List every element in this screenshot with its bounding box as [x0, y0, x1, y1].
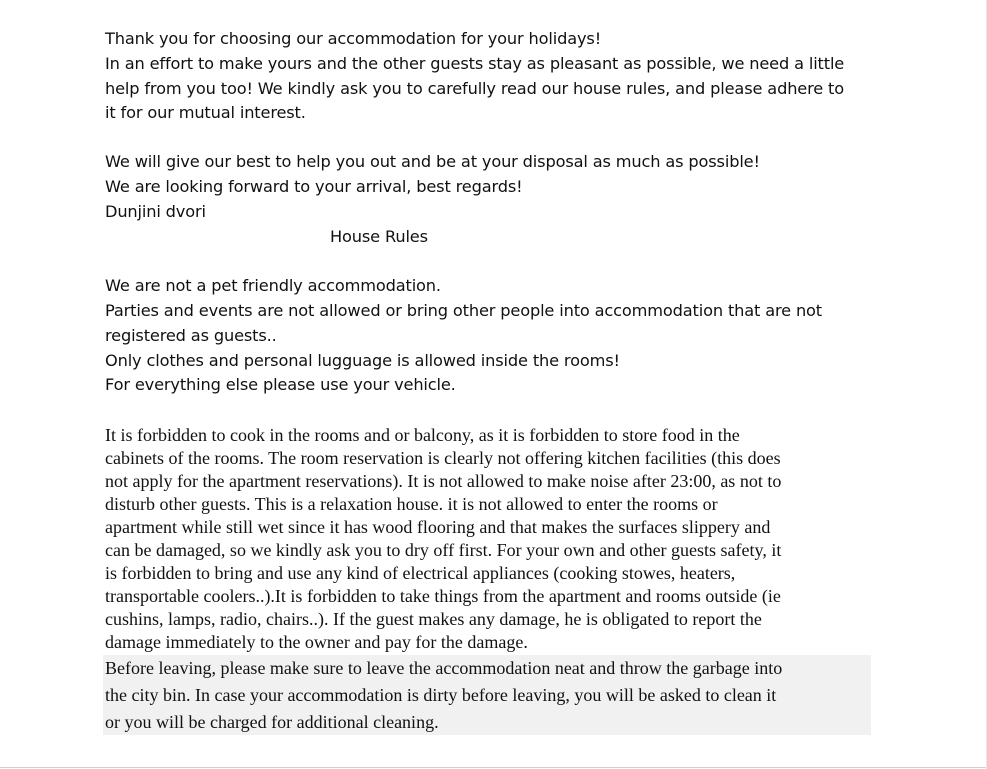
leaving-line-3: or you will be charged for additional cleaning.: [105, 712, 439, 732]
detail-line-3: not apply for the apartment reservations). It is not allowed to make noise after 23:00, as not to: [105, 471, 782, 491]
leaving-line-1: Before leaving, please make sure to leave the accommodation neat and throw the garbage into: [105, 658, 783, 678]
rule-line-1: We are not a pet friendly accommodation.: [105, 276, 441, 295]
detail-line-2: cabinets of the rooms. The room reservation is clearly not offering kitchen facilities (this does: [105, 448, 781, 468]
house-rules-title: House Rules: [330, 227, 428, 246]
detail-line-9: cushins, lamps, radio, chairs..). If the guest makes any damage, he is obligated to report the: [105, 609, 762, 629]
detail-line-10: damage immediately to the owner and pay for the damage.: [105, 632, 528, 652]
leaving-line-2: the city bin. In case your accommodation is dirty before leaving, you will be asked to clean it: [105, 685, 777, 705]
closing-line-2: We are looking forward to your arrival, best regards!: [105, 177, 523, 196]
detail-line-8: transportable coolers..).It is forbidden to take things from the apartment and rooms outside (ie: [105, 586, 781, 606]
rule-line-5: For everything else please use your vehicle.: [105, 375, 456, 394]
rule-line-3: registered as guests..: [105, 326, 277, 345]
detail-line-1: It is forbidden to cook in the rooms and or balcony, as it is forbidden to store food in the: [105, 425, 740, 445]
signature: Dunjini dvori: [105, 202, 206, 221]
closing-line-1: We will give our best to help you out and be at your disposal as much as possible!: [105, 152, 760, 171]
rule-line-4: Only clothes and personal lugguage is allowed inside the rooms!: [105, 351, 620, 370]
intro-line-1: Thank you for choosing our accommodation for your holidays!: [105, 29, 602, 48]
detail-line-5: apartment while still wet since it has wood flooring and that makes the surfaces slippery and: [105, 517, 771, 537]
intro-line-4: it for our mutual interest.: [105, 103, 306, 122]
detail-line-4: disturb other guests. This is a relaxation house. it is not allowed to enter the rooms or: [105, 494, 718, 514]
rule-line-2: Parties and events are not allowed or bring other people into accommodation that are not: [105, 301, 823, 320]
detail-line-6: can be damaged, so we kindly ask you to dry off first. For your own and other guests safety, it: [105, 540, 782, 560]
bottom-divider: [0, 767, 987, 768]
detail-line-7: is forbidden to bring and use any kind of electrical appliances (cooking stowes, heaters,: [105, 563, 736, 583]
intro-line-2: In an effort to make yours and the other guests stay as pleasant as possible, we need a little: [105, 54, 845, 73]
intro-line-3: help from you too! We kindly ask you to carefully read our house rules, and please adhere to: [105, 79, 845, 98]
